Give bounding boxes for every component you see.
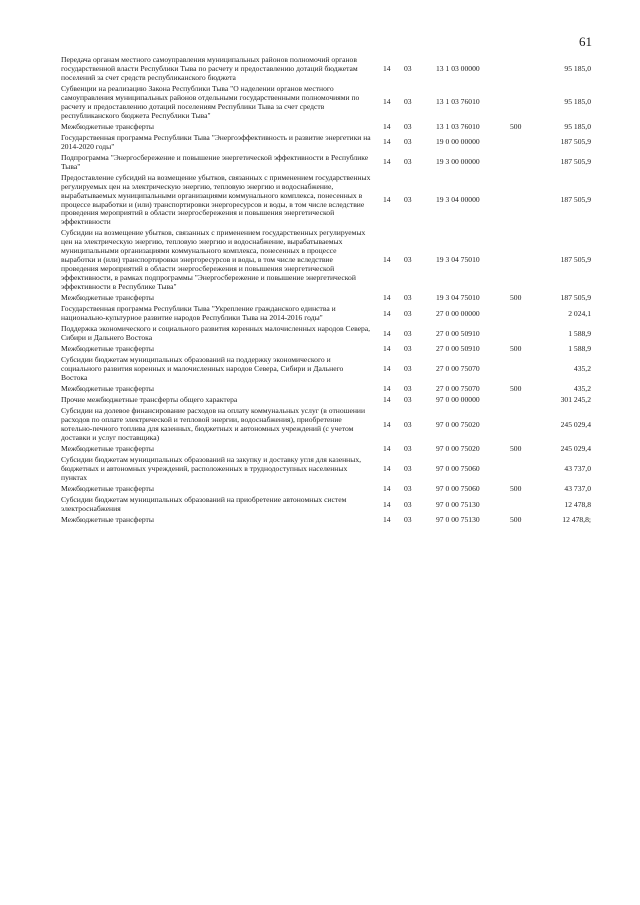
section-code: 14 xyxy=(383,137,391,147)
subsection-code: 03 xyxy=(404,395,412,405)
subsection-code: 03 xyxy=(404,364,412,374)
table-row xyxy=(61,229,591,294)
amount: 12 478,8 xyxy=(564,499,591,509)
subsection-code: 03 xyxy=(404,419,412,429)
subsection-code: 03 xyxy=(404,308,412,318)
section-code: 14 xyxy=(383,419,391,429)
row-name: Субсидии на возмещение убытков, связанных с применением государственных регулируемых цен на электрическую энергию, тепловую энергию и водоснабжение, вырабатываемых муниципальными организациями коммунального комплекса, понесенных в процессе выработки и (или) транспортировки энергоресурсов и воды, в том числе вследствие проведения мероприятий в области энергосбережения и повышения энергетической эффективности, в рамках подпрограммы "Энергосбережение и повышение энергетической эффективности в Республике Тыва" xyxy=(61,228,366,291)
amount: 187 505,9 xyxy=(560,137,591,147)
section-code: 14 xyxy=(383,292,391,302)
expense-type-code xyxy=(506,496,536,516)
row-name: Субвенции на реализацию Закона Республики Тыва "О наделении органов местного самоуправления муниципальных районов отдельными государственными полномочиями по расчету и предоставлению дотаций поселениям Республики Тыва за счет средств республиканского бюджета Республики Тыва" xyxy=(61,83,360,120)
section-code: 14 xyxy=(383,121,391,131)
table-row xyxy=(61,407,591,445)
target-article-code: 97 0 00 75020 xyxy=(436,419,480,429)
expense-type-code xyxy=(506,134,536,154)
section-code: 14 xyxy=(383,384,391,394)
row-name: Субсидии бюджетам муниципальных образований на поддержку экономического и социального развития коренных и малочисленных народов Севера, Сибири и Дальнего Востока xyxy=(61,355,344,382)
target-article-code: 97 0 00 75130 xyxy=(436,515,480,525)
target-article-code: 13 1 03 00000 xyxy=(436,63,480,73)
target-article-code: 97 0 00 75060 xyxy=(436,464,480,474)
row-name: Межбюджетные трансферты xyxy=(61,344,154,354)
table-row xyxy=(61,496,591,516)
amount: 2 024,1 xyxy=(568,308,591,318)
table-row xyxy=(61,356,591,385)
expense-type-code xyxy=(506,407,536,445)
amount: 95 185,0 xyxy=(564,121,591,131)
target-article-code: 97 0 00 00000 xyxy=(436,395,480,405)
table-row xyxy=(61,325,591,345)
section-code: 14 xyxy=(383,464,391,474)
table-row xyxy=(61,174,591,230)
subsection-code: 03 xyxy=(404,515,412,525)
target-article-code: 97 0 00 75020 xyxy=(436,444,480,454)
subsection-code: 03 xyxy=(404,499,412,509)
expense-type-code xyxy=(506,396,536,407)
section-code: 14 xyxy=(383,157,391,167)
expense-type-code xyxy=(506,174,536,230)
target-article-code: 19 0 00 00000 xyxy=(436,137,480,147)
row-name: Межбюджетные трансферты xyxy=(61,484,154,494)
row-name: Субсидии бюджетам муниципальных образований на закупку и доставку угля для казенных, бюджетных и автономных учреждений, расположенных в труднодоступных населенных пунктах xyxy=(61,455,362,482)
expense-type-code xyxy=(506,154,536,174)
target-article-code: 27 0 00 50910 xyxy=(436,344,480,354)
section-code: 14 xyxy=(383,63,391,73)
budget-table-body xyxy=(61,56,591,527)
target-article-code: 27 0 00 00000 xyxy=(436,308,480,318)
subsection-code: 03 xyxy=(404,121,412,131)
subsection-code: 03 xyxy=(404,63,412,73)
subsection-code: 03 xyxy=(404,292,412,302)
expense-type-code: 500 xyxy=(510,344,522,354)
row-name: Субсидии на долевое финансирование расходов на оплату коммунальных услуг (в отношении расходов по оплате электрической и тепловой энергии, водоснабжения), приобретение котельно-печного топлива для казенных, бюджетных и автономных учреждений (с учетом доставки и услуг поставщика) xyxy=(61,406,366,442)
table-row xyxy=(61,134,591,154)
amount: 95 185,0 xyxy=(564,63,591,73)
row-name: Государственная программа Республики Тыва "Энергоэффективность и развитие энергетики на 2014-2020 годы" xyxy=(61,132,371,151)
table-row xyxy=(61,154,591,174)
row-name: Межбюджетные трансферты xyxy=(61,515,154,525)
amount: 187 505,9 xyxy=(560,195,591,205)
subsection-code: 03 xyxy=(404,195,412,205)
amount: 187 505,9 xyxy=(560,157,591,167)
target-article-code: 19 3 04 00000 xyxy=(436,195,480,205)
section-code: 14 xyxy=(383,255,391,265)
expense-type-code xyxy=(506,305,536,325)
amount: 43 737,0 xyxy=(564,484,591,494)
subsection-code: 03 xyxy=(404,255,412,265)
table-row xyxy=(61,305,591,325)
target-article-code: 19 3 00 00000 xyxy=(436,157,480,167)
expense-type-code: 500 xyxy=(510,484,522,494)
row-name: Поддержка экономического и социального развития коренных малочисленных народов Севера, Сибири и Дальнего Востока xyxy=(61,324,371,342)
expense-type-code xyxy=(506,356,536,385)
subsection-code: 03 xyxy=(404,137,412,147)
row-name: Предоставление субсидий на возмещение убытков, связанных с применением государственных регулируемых цен на электрическую энергию, тепловую энергию и водоснабжение, вырабатываемых муниципальными организациями коммунального комплекса, понесенных в процессе выработки и (или) транспортировки энергоресурсов и воды, в том числе вследствие проведения мероприятий в области энергосбережения и повышения энергетической эффективности xyxy=(61,172,371,227)
amount: 187 505,9 xyxy=(560,292,591,302)
expense-type-code: 500 xyxy=(510,384,522,394)
table-row xyxy=(61,516,591,527)
subsection-code: 03 xyxy=(404,384,412,394)
row-name: Государственная программа Республики Тыва "Укрепление гражданского единства и национально-культурное развитие народов Республики Тыва на 2014-2016 годы" xyxy=(61,304,336,322)
amount: 95 185,0 xyxy=(564,97,591,107)
target-article-code: 19 3 04 75010 xyxy=(436,292,480,302)
section-code: 14 xyxy=(383,499,391,509)
amount: 43 737,0 xyxy=(564,464,591,474)
table-row xyxy=(61,56,591,85)
subsection-code: 03 xyxy=(404,464,412,474)
table-row xyxy=(61,456,591,485)
section-code: 14 xyxy=(383,484,391,494)
amount: 301 245,2 xyxy=(560,395,591,405)
amount: 245 029,4 xyxy=(560,419,591,429)
amount: 12 478,8; xyxy=(562,515,591,525)
section-code: 14 xyxy=(383,308,391,318)
section-code: 14 xyxy=(383,195,391,205)
subsection-code: 03 xyxy=(404,484,412,494)
expense-type-code xyxy=(506,85,536,123)
page-number: 61 xyxy=(579,34,592,49)
subsection-code: 03 xyxy=(404,344,412,354)
target-article-code: 19 3 04 75010 xyxy=(436,255,480,265)
section-code: 14 xyxy=(383,328,391,338)
row-name: Прочие межбюджетные трансферты общего характера xyxy=(61,395,238,405)
target-article-code: 97 0 00 75130 xyxy=(436,499,480,509)
target-article-code: 27 0 00 50910 xyxy=(436,328,480,338)
target-article-code: 97 0 00 75060 xyxy=(436,484,480,494)
row-name: Подпрограмма "Энергосбережение и повышение энергетической эффективности в Республике Тыва" xyxy=(61,152,369,171)
row-name: Межбюджетные трансферты xyxy=(61,121,154,131)
budget-table xyxy=(61,56,591,527)
amount: 435,2 xyxy=(573,384,591,394)
amount: 1 588,9 xyxy=(568,328,591,338)
expense-type-code: 500 xyxy=(510,515,522,525)
amount: 435,2 xyxy=(573,364,591,374)
expense-type-code: 500 xyxy=(510,444,522,454)
row-name: Межбюджетные трансферты xyxy=(61,384,154,394)
expense-type-code: 500 xyxy=(510,121,522,131)
section-code: 14 xyxy=(383,515,391,525)
section-code: 14 xyxy=(383,395,391,405)
section-code: 14 xyxy=(383,344,391,354)
row-name: Межбюджетные трансферты xyxy=(61,444,154,454)
target-article-code: 13 1 03 76010 xyxy=(436,97,480,107)
subsection-code: 03 xyxy=(404,97,412,107)
row-name: Передача органам местного самоуправления муниципальных районов полномочий органов государственной власти Республики Тыва по расчету и предоставлению дотаций бюджетам поселений за счет средств республиканского бюджета xyxy=(61,55,358,82)
row-name: Субсидии бюджетам муниципальных образований на приобретение автономных систем электроснабжения xyxy=(61,495,347,514)
section-code: 14 xyxy=(383,364,391,374)
target-article-code: 13 1 03 76010 xyxy=(436,121,480,131)
amount: 187 505,9 xyxy=(560,255,591,265)
subsection-code: 03 xyxy=(404,328,412,338)
target-article-code: 27 0 00 75070 xyxy=(436,364,480,374)
expense-type-code: 500 xyxy=(510,292,522,302)
expense-type-code xyxy=(506,229,536,294)
subsection-code: 03 xyxy=(404,157,412,167)
expense-type-code xyxy=(506,456,536,485)
expense-type-code xyxy=(506,325,536,345)
table-row xyxy=(61,85,591,123)
amount: 245 029,4 xyxy=(560,444,591,454)
subsection-code: 03 xyxy=(404,444,412,454)
amount: 1 588,9 xyxy=(568,344,591,354)
target-article-code: 27 0 00 75070 xyxy=(436,384,480,394)
expense-type-code xyxy=(506,56,536,85)
section-code: 14 xyxy=(383,97,391,107)
row-name: Межбюджетные трансферты xyxy=(61,292,154,302)
section-code: 14 xyxy=(383,444,391,454)
